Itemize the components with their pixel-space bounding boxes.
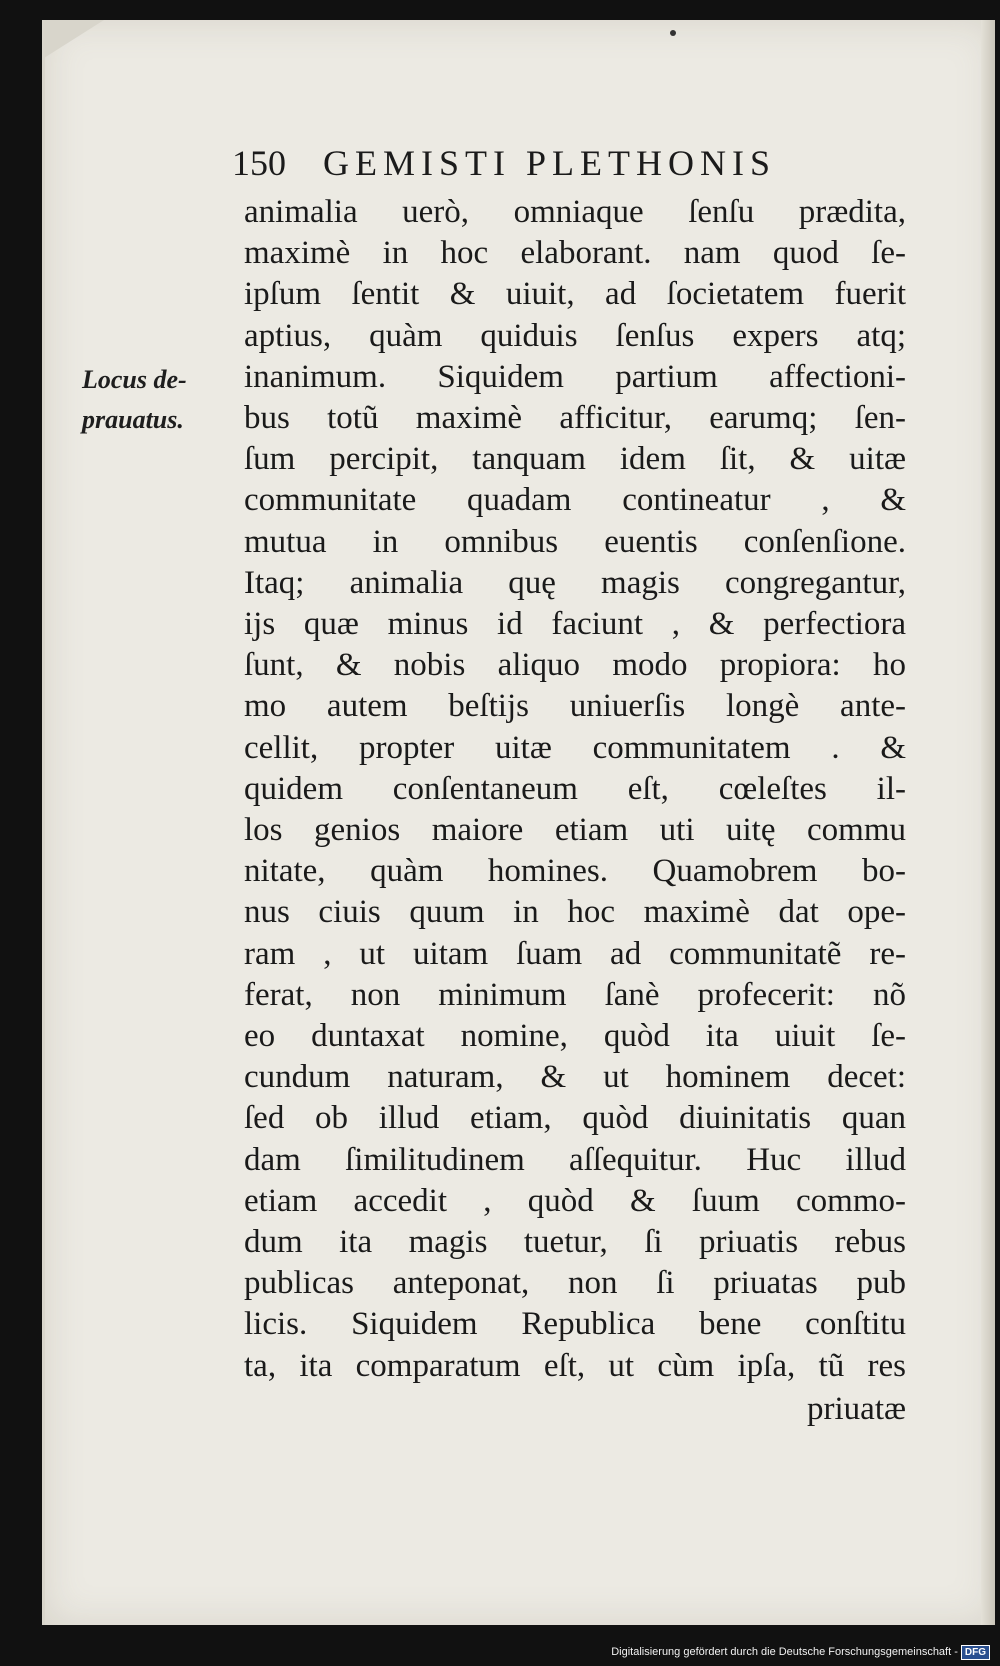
marginal-note-line: Locus de- bbox=[82, 365, 187, 394]
text-line: bus totũ maximè afficitur, earumq; ſen- bbox=[244, 400, 906, 437]
text-line: ſunt, & nobis aliquo modo propiora: ho bbox=[244, 647, 906, 684]
digitization-footer bbox=[0, 1645, 990, 1660]
marginal-note bbox=[82, 360, 187, 440]
text-line: mutua in omnibus euentis conſenſione. bbox=[244, 523, 906, 560]
dfg-logo: DFG bbox=[961, 1645, 990, 1660]
text-line: ijs quæ minus id faciunt , & perfectiora bbox=[244, 606, 906, 643]
text-line: dam ſimilitudinem aſſequitur. Huc illud bbox=[244, 1141, 906, 1178]
page-number: 150 bbox=[232, 143, 286, 183]
text-line: nus ciuis quum in hoc maximè dat ope- bbox=[244, 894, 906, 931]
text-line: quidem conſentaneum eſt, cœleſtes il- bbox=[244, 770, 906, 807]
text-line: cellit, propter uitæ communitatem . & bbox=[244, 729, 906, 766]
text-line: ſum percipit, tanquam idem ſit, & uitæ bbox=[244, 441, 906, 478]
text-line: aptius, quàm quiduis ſenſus expers atq; bbox=[244, 317, 906, 354]
text-line: publicas anteponat, non ſi priuatas pub bbox=[244, 1265, 906, 1302]
text-line: mo autem beſtijs uniuerſis longè ante- bbox=[244, 688, 906, 725]
text-line: ta, ita comparatum eſt, ut cùm ipſa, tũ res bbox=[244, 1347, 906, 1384]
text-line: ipſum ſentit & uiuit, ad ſocietatem fuerit bbox=[244, 276, 906, 313]
text-line: eo duntaxat nomine, quòd ita uiuit ſe- bbox=[244, 1018, 906, 1055]
running-title: GEMISTI PLETHONIS bbox=[323, 143, 776, 183]
text-line: los genios maiore etiam uti uitę commu bbox=[244, 812, 906, 849]
text-line: ſed ob illud etiam, quòd diuinitatis quan bbox=[244, 1100, 906, 1137]
text-line: licis. Siquidem Republica bene conſtitu bbox=[244, 1306, 906, 1343]
text-line: ferat, non minimum ſanè profecerit: nõ bbox=[244, 976, 906, 1013]
footer-credit: Digitalisierung gefördert durch die Deutsche Forschungsgemeinschaft - bbox=[611, 1646, 958, 1658]
text-line: cundum naturam, & ut hominem decet: bbox=[244, 1059, 906, 1096]
page-edge bbox=[981, 20, 995, 1625]
text-line: communitate quadam contineatur , & bbox=[244, 482, 906, 519]
text-line: Itaq; animalia quę magis congregantur, bbox=[244, 564, 906, 601]
ink-dot bbox=[670, 30, 676, 36]
text-line: ram , ut uitam ſuam ad communitatẽ re- bbox=[244, 935, 906, 972]
text-line: dum ita magis tuetur, ſi priuatis rebus bbox=[244, 1224, 906, 1261]
catchword: priuatæ bbox=[807, 1390, 906, 1427]
text-line: animalia uerò, omniaque ſenſu prædita, bbox=[244, 194, 906, 230]
text-line: etiam accedit , quòd & ſuum commo- bbox=[244, 1182, 906, 1219]
body-text bbox=[244, 192, 906, 1430]
running-head bbox=[232, 142, 892, 184]
page-corner-fold bbox=[44, 20, 104, 58]
text-line: nitate, quàm homines. Quamobrem bo- bbox=[244, 853, 906, 890]
marginal-note-line: prauatus. bbox=[82, 405, 184, 434]
text-line: maximè in hoc elaborant. nam quod ſe- bbox=[244, 235, 906, 272]
text-line: inanimum. Siquidem partium affectioni- bbox=[244, 358, 906, 395]
